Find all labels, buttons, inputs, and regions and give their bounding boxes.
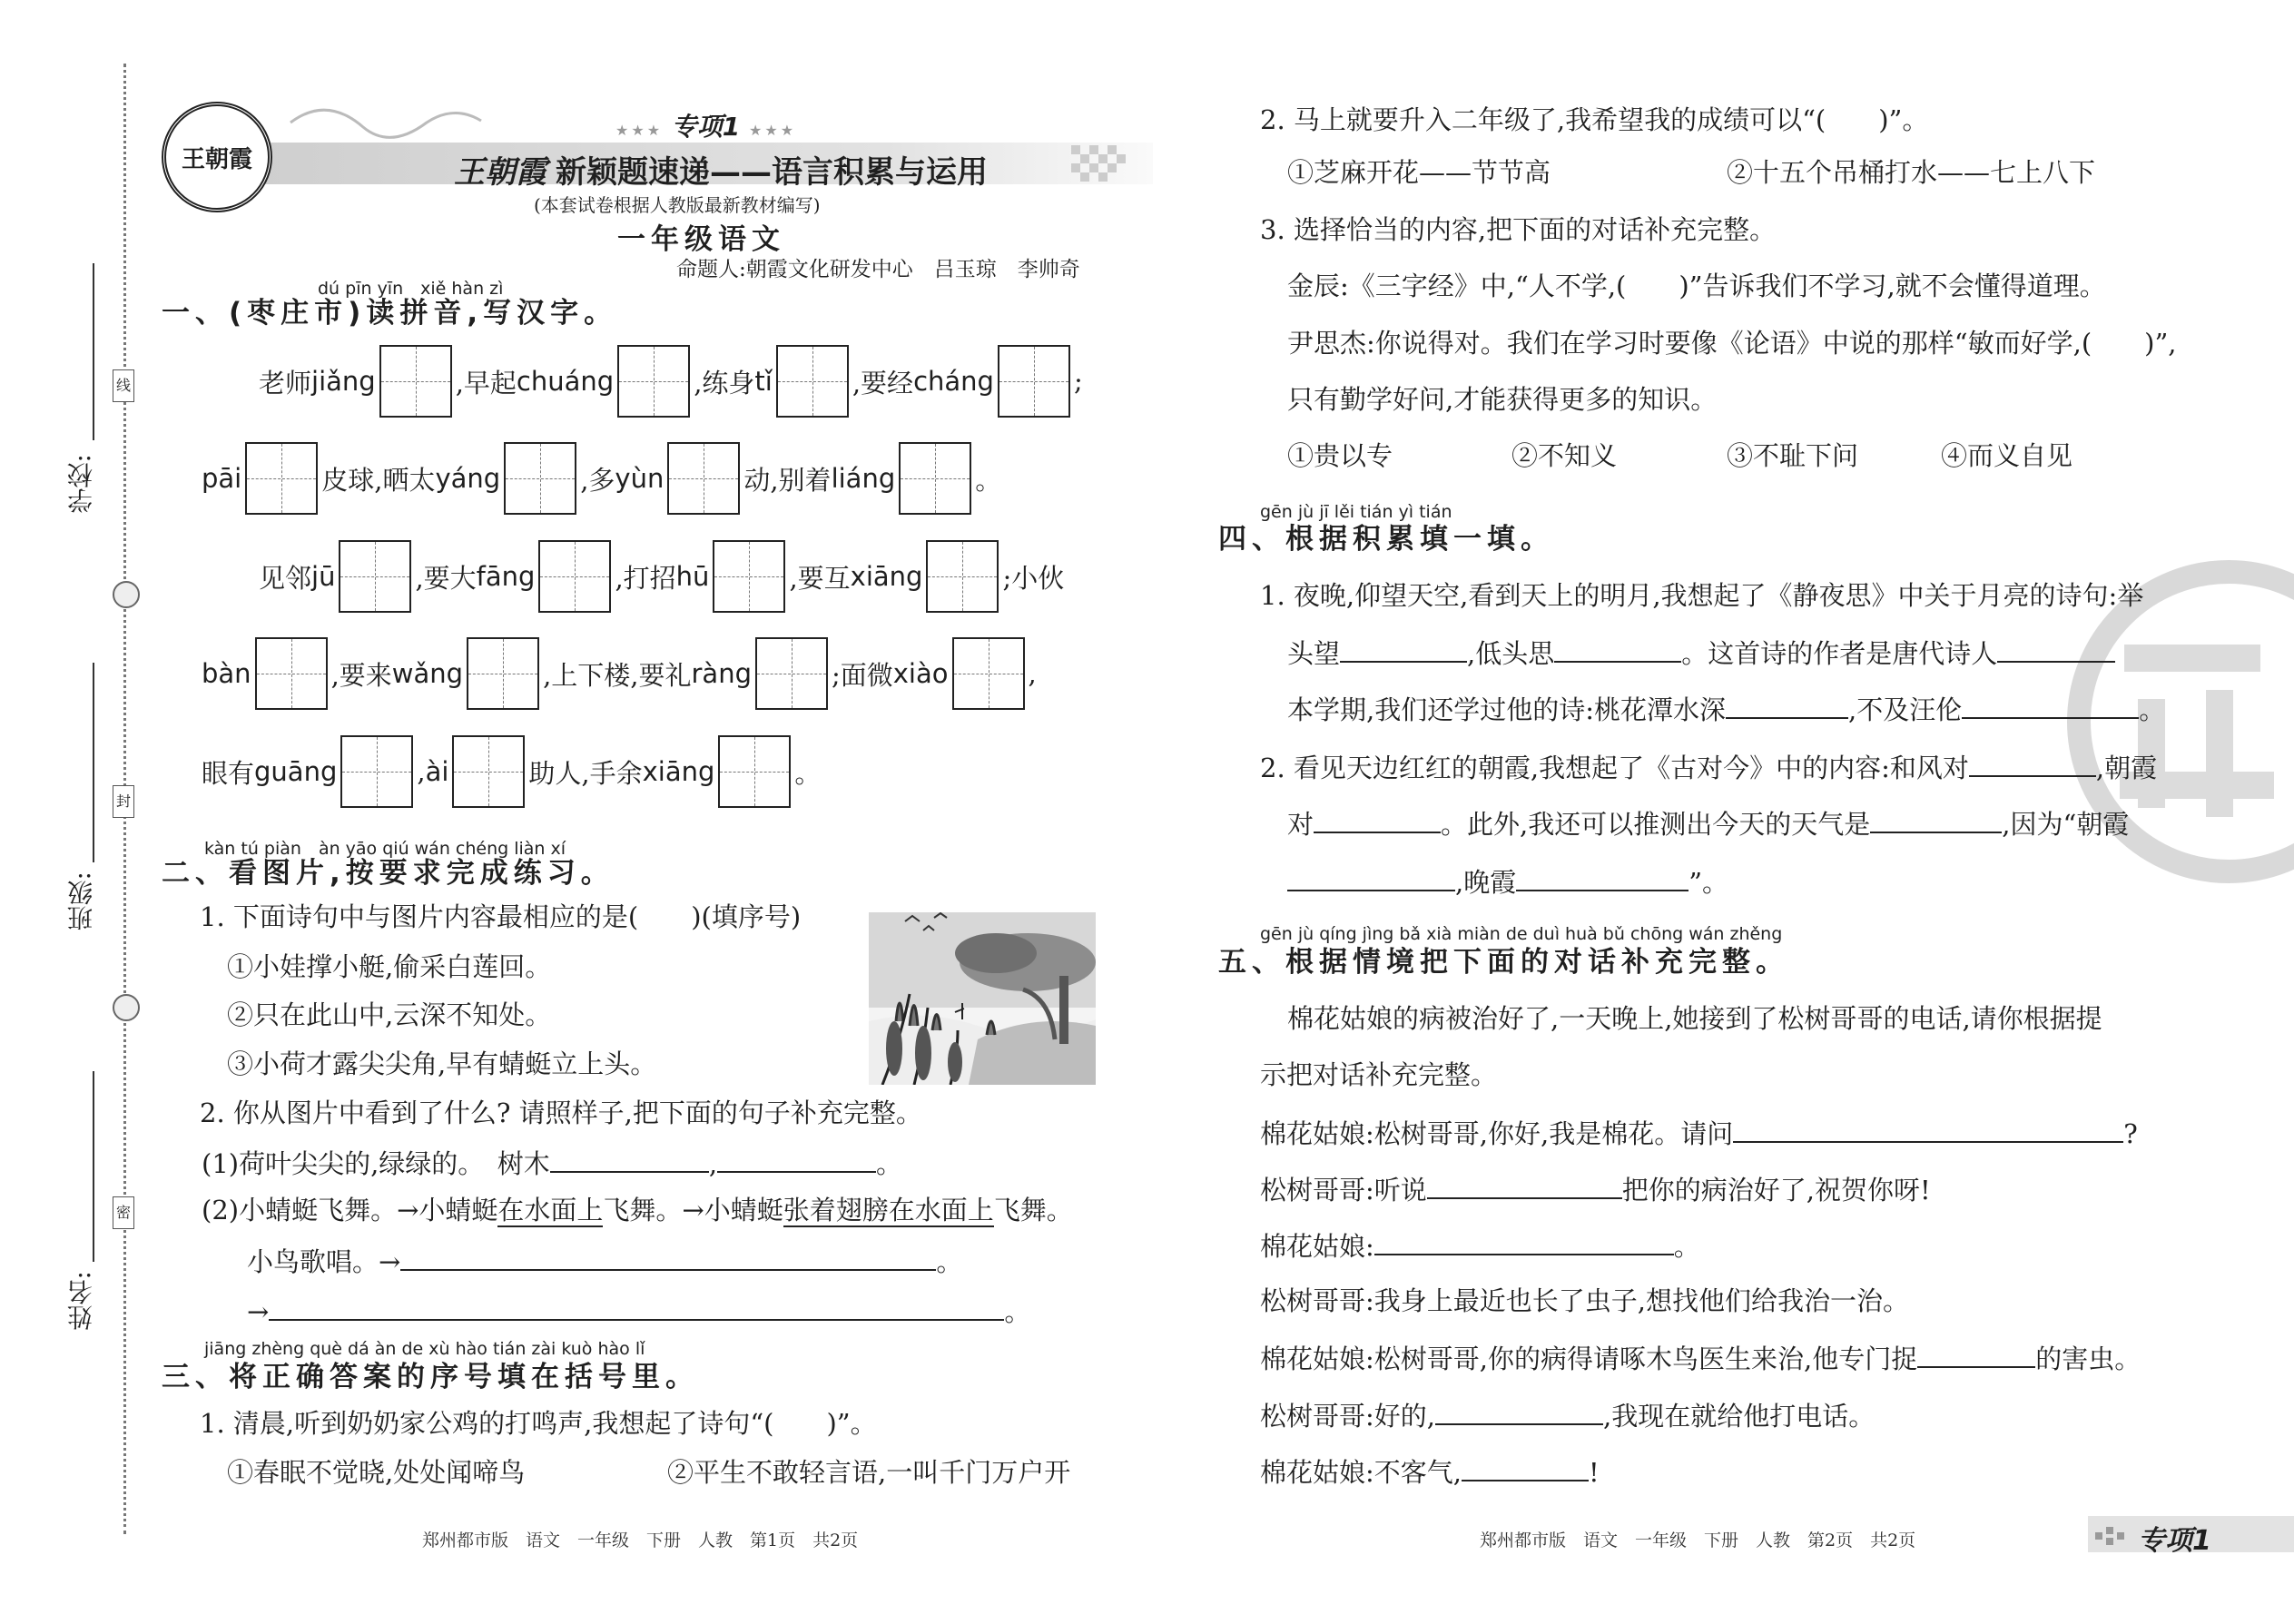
char-box[interactable]	[340, 735, 413, 808]
char-box[interactable]	[998, 345, 1070, 418]
s4-heading: 四、根据积累填一填。	[1218, 523, 1554, 556]
s3-q3-line-2: 尹思杰:你说得对。我们在学习时要像《论语》中说的那样“敏而好学,( )”,	[1287, 328, 2177, 359]
knot-icon	[113, 581, 140, 608]
footer-left: 郑州都市版 语文 一年级 下册 人教 第1页 共2页	[422, 1530, 859, 1550]
footer-badge: 专项1	[2138, 1525, 2211, 1557]
s4-q2-c: ,晚霞 ”。	[1287, 862, 1728, 901]
char-box[interactable]	[452, 735, 525, 808]
answer-blank[interactable]	[1374, 1226, 1674, 1255]
s2-q2c: 小鸟歌唱。→ 。	[247, 1242, 962, 1280]
char-box[interactable]	[467, 637, 539, 710]
answer-blank[interactable]	[1340, 634, 1467, 663]
char-box[interactable]	[538, 540, 611, 613]
answer-blank[interactable]	[1435, 1396, 1603, 1425]
answer-blank[interactable]	[1726, 690, 1848, 719]
char-box[interactable]	[339, 540, 411, 613]
class-field[interactable]	[93, 663, 94, 862]
subject-title: 一年级语文	[617, 223, 785, 256]
answer-blank[interactable]	[1427, 1170, 1622, 1199]
answer-blank[interactable]	[1997, 634, 2115, 663]
char-box[interactable]	[755, 637, 828, 710]
s3-q3-option-1: ①贵以专	[1287, 440, 1393, 471]
char-box[interactable]	[245, 442, 318, 515]
s5-pinyin: gēn jù qíng jìng bǎ xià miàn de duì huà bǔ chōng wán zhěng	[1260, 924, 1783, 944]
s2-option-1: ①小娃撑小艇,偷采白莲回。	[227, 951, 552, 982]
checker-decoration	[1071, 145, 1144, 194]
s3-q1: 1. 清晨,听到奶奶家公鸡的打鸣声,我想起了诗句“( )”。	[200, 1408, 877, 1439]
dragonfly-pond-image	[869, 912, 1096, 1085]
s3-q3-line-1: 金辰:《三字经》中,“人不学,( )”告诉我们不学习,就不会懂得道理。	[1287, 271, 2106, 301]
char-box[interactable]	[952, 637, 1025, 710]
school-field[interactable]	[93, 263, 94, 440]
answer-blank[interactable]	[400, 1242, 936, 1271]
s1-row-3: 见邻 jū ,要大 fāng ,打招 hū ,要互 xiāng ;小伙	[259, 536, 1064, 617]
s1-row-4: bàn ,要来 wǎng ,上下楼,要礼 ràng ;面微 xiào ,	[202, 633, 1037, 714]
s2-q2a: (1)荷叶尖尖的,绿绿的。 树木 , 。	[202, 1144, 902, 1182]
s2-q1: 1. 下面诗句中与图片内容最相应的是( )(填序号)	[200, 901, 802, 932]
answer-blank[interactable]	[1554, 634, 1681, 663]
s1-row-1: 老师 jiǎng ,早起 chuáng ,练身 tǐ ,要经 cháng ;	[259, 340, 1083, 422]
answer-blank[interactable]	[1462, 1452, 1589, 1481]
paper-title: 王朝霞 新颖题速递——语言积累与运用	[454, 154, 988, 191]
answer-blank[interactable]	[1917, 1339, 2035, 1368]
s3-q2: 2. 马上就要升入二年级了,我希望我的成绩可以“( )”。	[1260, 104, 1929, 135]
seal-box-2: 封	[113, 785, 134, 818]
char-box[interactable]	[713, 540, 785, 613]
char-box[interactable]	[255, 637, 328, 710]
name-field[interactable]	[93, 1071, 94, 1262]
char-box[interactable]	[617, 345, 690, 418]
seal-box-1: 线	[113, 369, 134, 402]
brand-logo: 王朝霞	[162, 102, 272, 212]
footer-right: 郑州都市版 语文 一年级 下册 人教 第2页 共2页	[1480, 1530, 1916, 1550]
answer-blank[interactable]	[1870, 804, 2002, 833]
char-box[interactable]	[926, 540, 999, 613]
s1-heading: 一、(枣庄市)读拼音,写汉字。	[162, 297, 618, 330]
s3-q3: 3. 选择恰当的内容,把下面的对话补充完整。	[1260, 214, 1777, 245]
s5-dialog-4: 松树哥哥:我身上最近也长了虫子,想找他们给我治一治。	[1260, 1285, 1909, 1316]
answer-blank[interactable]	[1516, 862, 1689, 891]
s3-q3-line-3: 只有勤学好问,才能获得更多的知识。	[1287, 384, 1718, 415]
s3-q2-option-2: ②十五个吊桶打水——七上八下	[1727, 157, 2096, 188]
s3-q2-option-1: ①芝麻开花——节节高	[1287, 157, 1551, 188]
s5-dialog-5: 棉花姑娘:松树哥哥,你的病得请啄木鸟医生来治,他专门捉 的害虫。	[1260, 1339, 2141, 1377]
s2-option-2: ②只在此山中,云深不知处。	[227, 999, 552, 1030]
s3-q3-option-4: ④而义自见	[1941, 440, 2073, 471]
s4-q2-b: 对 。此外,我还可以推测出今天的天气是 ,因为“朝霞	[1287, 804, 2129, 842]
answer-blank[interactable]	[717, 1144, 876, 1173]
series-title: ★★★ 专项1 ★★★	[615, 112, 797, 142]
authors: 命题人:朝霞文化研发中心 吕玉琼 李帅奇	[676, 258, 1080, 281]
s1-row-5: 眼有 guāng , ài 助人,手余 xiāng 。	[202, 731, 821, 812]
edition-note: (本套试卷根据人教版最新教材编写)	[534, 194, 821, 216]
s4-q1-c: 本学期,我们还学过他的诗:桃花潭水深 ,不及汪伦 。	[1287, 690, 2165, 728]
s2-option-3: ③小荷才露尖尖角,早有蜻蜓立上头。	[227, 1048, 657, 1079]
s2-q2b: (2)小蜻蜓飞舞。→小蜻蜓在水面上飞舞。→小蜻蜓张着翅膀在水面上飞舞。	[202, 1195, 1073, 1225]
s4-q1-a: 1. 夜晚,仰望天空,看到天上的明月,我想起了《静夜思》中关于月亮的诗句:举	[1260, 580, 2144, 611]
char-box[interactable]	[718, 735, 791, 808]
answer-blank[interactable]	[550, 1144, 709, 1173]
answer-blank[interactable]	[269, 1292, 1004, 1321]
answer-blank[interactable]	[1733, 1114, 2123, 1143]
seal-box-3: 密	[113, 1196, 134, 1229]
s3-heading: 三、将正确答案的序号填在括号里。	[162, 1361, 699, 1393]
s3-q1-option-2: ②平生不敢轻言语,一叫千门万户开	[667, 1457, 1071, 1488]
answer-blank[interactable]	[1314, 804, 1441, 833]
s2-q2: 2. 你从图片中看到了什么? 请照样子,把下面的句子补充完整。	[200, 1097, 922, 1128]
s5-dialog-7: 棉花姑娘:不客气, !	[1260, 1452, 1600, 1491]
s4-pinyin: gēn jù jī lěi tián yì tián	[1260, 502, 1452, 522]
s5-dialog-6: 松树哥哥:好的, ,我现在就给他打电话。	[1260, 1396, 1875, 1434]
char-box[interactable]	[379, 345, 452, 418]
s5-dialog-1: 棉花姑娘:松树哥哥,你好,我是棉花。请问 ?	[1260, 1114, 2138, 1152]
answer-blank[interactable]	[1287, 862, 1455, 891]
s4-q2-a: 2. 看见天边红红的朝霞,我想起了《古对今》中的内容:和风对 ,朝霞	[1260, 748, 2157, 786]
s1-row-2: pāi 皮球,晒太 yáng ,多 yùn 动,别着 liáng 。	[202, 438, 1001, 519]
s2-heading: 二、看图片,按要求完成练习。	[162, 857, 615, 890]
s5-intro-2: 示把对话补充完整。	[1260, 1059, 1498, 1090]
s4-q1-b: 头望 ,低头思 。这首诗的作者是唐代诗人	[1287, 634, 2115, 672]
s5-intro-1: 棉花姑娘的病被治好了,一天晚上,她接到了松树哥哥的电话,请你根据提	[1287, 1003, 2102, 1034]
s3-q3-option-3: ③不耻下问	[1727, 440, 1859, 471]
s2-pinyin: kàn tú piàn àn yāo qiú wán chéng liàn xí	[204, 839, 566, 859]
school-label: 学校:	[66, 454, 96, 514]
s5-heading: 五、根据情境把下面的对话补充完整。	[1218, 946, 1789, 979]
name-label: 姓名:	[66, 1271, 96, 1331]
char-box[interactable]	[899, 442, 971, 515]
s5-dialog-3: 棉花姑娘: 。	[1260, 1226, 1700, 1265]
class-label: 班级:	[66, 871, 96, 931]
answer-blank[interactable]	[1962, 690, 2139, 719]
s3-q3-option-2: ②不知义	[1511, 440, 1618, 471]
s3-q1-option-1: ①春眠不觉晓,处处闻啼鸟	[227, 1457, 526, 1488]
char-box[interactable]	[776, 345, 849, 418]
s3-pinyin: jiāng zhèng què dá àn de xù hào tián zài kuò hào lǐ	[204, 1339, 645, 1359]
char-box[interactable]	[504, 442, 576, 515]
answer-blank[interactable]	[1969, 748, 2096, 777]
char-box[interactable]	[667, 442, 740, 515]
s2-q2d: → 。	[247, 1292, 1030, 1330]
knot-icon	[113, 994, 140, 1021]
s5-dialog-2: 松树哥哥:听说 把你的病治好了,祝贺你呀!	[1260, 1170, 1931, 1208]
footer-checker-decoration	[2095, 1527, 2132, 1552]
s1-pinyin: dú pīn yīn xiě hàn zì	[318, 279, 504, 299]
